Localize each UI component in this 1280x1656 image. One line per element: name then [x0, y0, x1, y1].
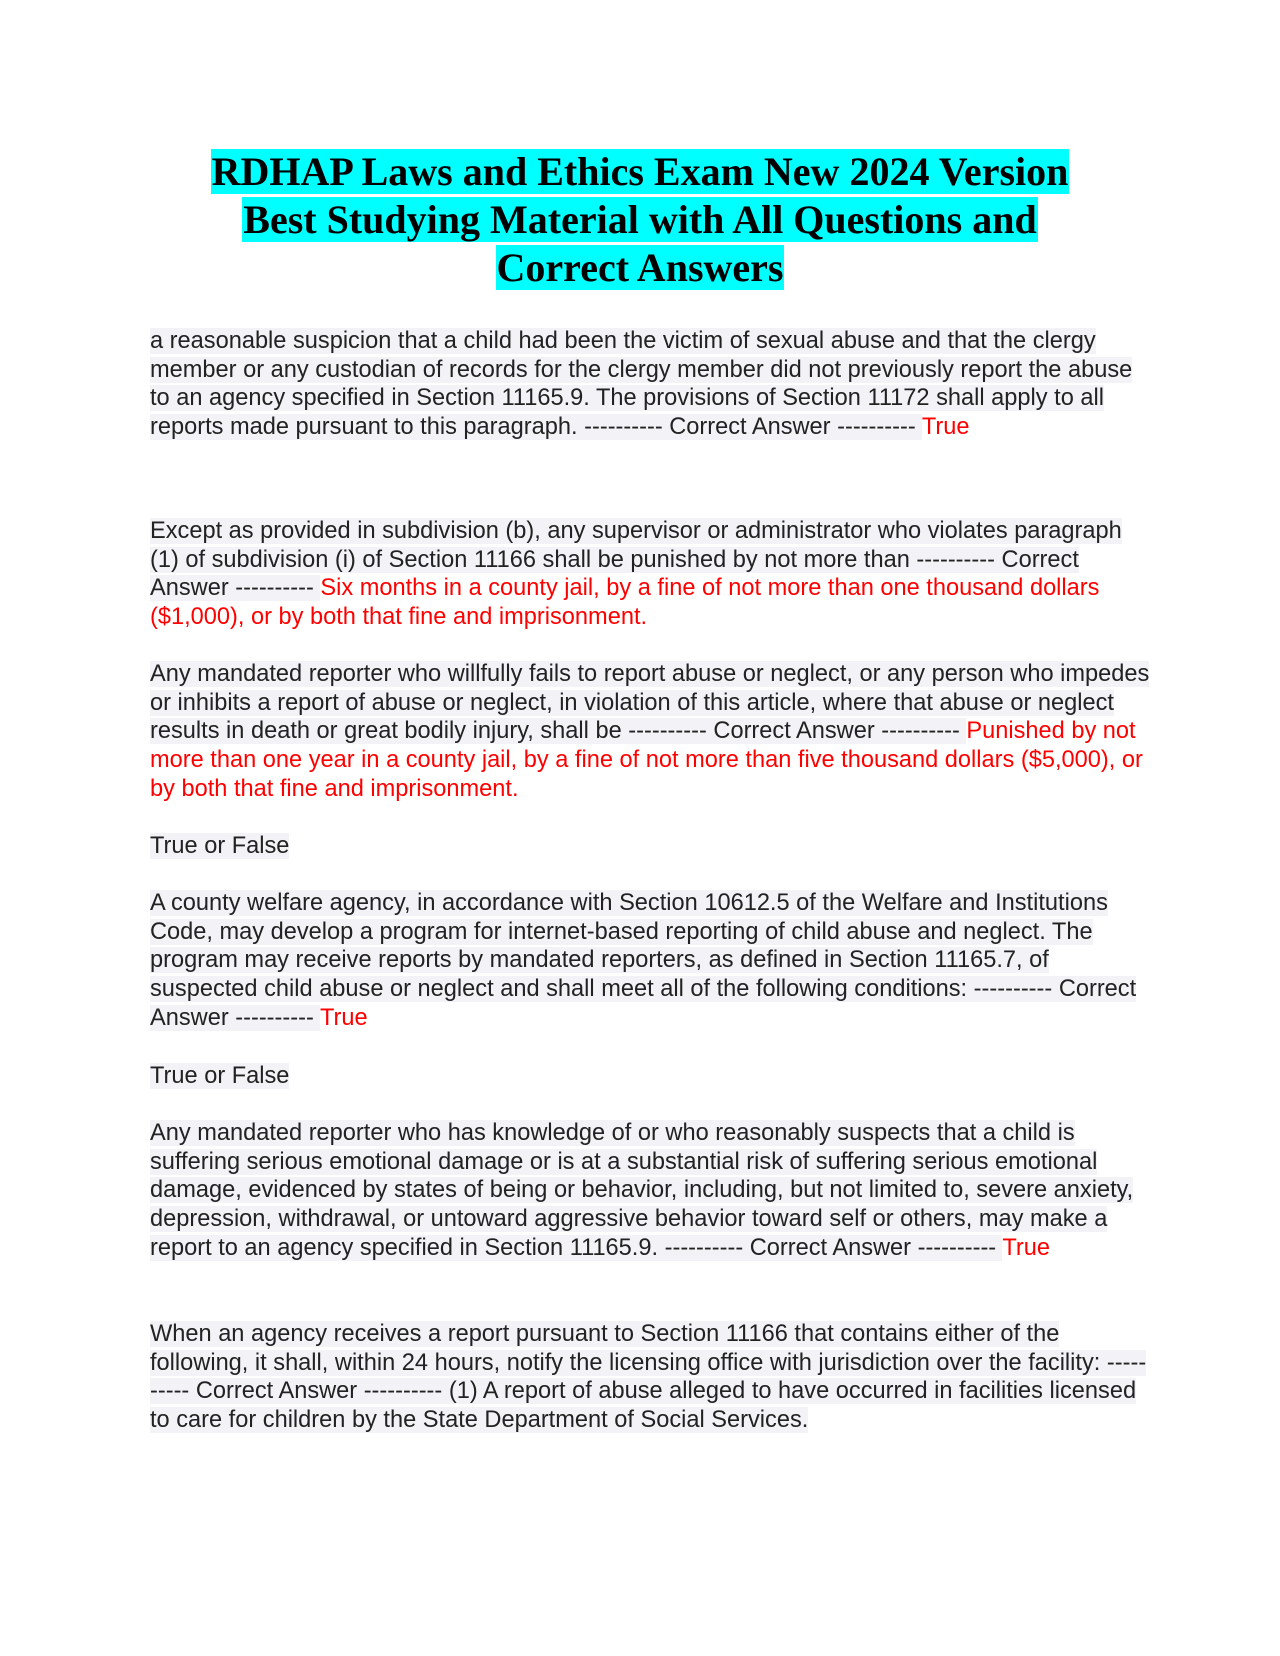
- separator: ----------: [235, 1004, 314, 1031]
- section-heading: [150, 1062, 1150, 1091]
- separator: ----------: [363, 1378, 443, 1405]
- answer-text: Punished by not more than one year in a county jail, by a fine of not more than five thousand dollars ($5,000), or by both that fine and imprisonment.: [150, 718, 1143, 802]
- correct-answer-label: Correct Answer: [669, 414, 831, 441]
- answer-text: True: [319, 1004, 368, 1031]
- question-text: Except as provided in subdivision (b), any supervisor or administrator who violates paragraph (1) of subdivision (i) of Section 11166 shall be punished by not more than: [150, 518, 1122, 573]
- question-text: Any mandated reporter who willfully fails to report abuse or neglect, or any person who impedes or inhibits a report of abuse or neglect, in violation of this article, where that abuse or neglect results in death or great bodily injury, shall be: [150, 661, 1150, 745]
- title-line-2: Best Studying Material with All Questions and: [243, 197, 1037, 242]
- correct-answer-label: Correct Answer: [150, 546, 1079, 602]
- qa-item-2: [150, 517, 1150, 632]
- answer-text-plain: (1) A report of abuse alleged to have occurred in facilities licensed to care for children by the State Department of Social Services.: [150, 1378, 1137, 1434]
- question-text: a reasonable suspicion that a child had been the victim of sexual abuse and that the clergy member or any custodian of records for the clergy member did not previously report the abuse to an agency specified in Section 11165.9. The provisions of Section 11172 shall apply to all reports made pursuant to this paragraph.: [150, 328, 1133, 441]
- answer-text: Six months in a county jail, by a fine of not more than one thousand dollars ($1,000), or by both that fine and imprisonment.: [150, 575, 1100, 631]
- section-heading: [150, 832, 1150, 861]
- correct-answer-label: Correct Answer: [713, 718, 875, 745]
- correct-answer-label: Correct Answer: [150, 976, 1137, 1031]
- separator: ----------: [881, 718, 960, 745]
- separator: ----------: [917, 1234, 997, 1261]
- separator: ----------: [664, 1234, 744, 1261]
- qa-item-3: [150, 660, 1150, 804]
- separator: ----------: [235, 575, 314, 602]
- document-title: [150, 148, 1130, 292]
- qa-item-1: [150, 327, 1150, 442]
- answer-text: True: [1002, 1234, 1050, 1261]
- question-text: When an agency receives a report pursuant to Section 11166 that contains either of the following, it shall, within 24 hours, notify the licensing office with jurisdiction over the facility:: [150, 1321, 1101, 1376]
- question-text: Any mandated reporter who has knowledge of or who reasonably suspects that a child is suffering serious emotional damage or is at a substantial risk of suffering serious emotional damage, evidenced by states of being or behavior, including, but not limited to, severe anxiety, depression, withdrawal, or untoward aggressive behavior toward self or others, may make a report to an agency specified in Section 11165.9.: [150, 1120, 1134, 1261]
- separator: ----------: [584, 414, 663, 441]
- qa-item-6: [150, 1320, 1150, 1435]
- separator: ----------: [628, 718, 707, 745]
- title-line-1: RDHAP Laws and Ethics Exam New 2024 Version: [211, 149, 1069, 194]
- correct-answer-label: Correct Answer: [749, 1234, 912, 1261]
- separator: ----------: [973, 976, 1053, 1003]
- correct-answer-label: Correct Answer: [195, 1378, 358, 1405]
- separator: ----------: [916, 546, 995, 573]
- heading-text: True or False: [150, 1063, 290, 1089]
- question-text: A county welfare agency, in accordance with Section 10612.5 of the Welfare and Institutions Code, may develop a program for internet-based reporting of child abuse and neglect. The program may receive reports by mandated reporters, as defined in Section 11165.7, of suspected child abuse or neglect and shall meet all of the following conditions:: [150, 890, 1108, 1003]
- title-line-3: Correct Answers: [496, 245, 784, 290]
- answer-text: True: [921, 414, 970, 441]
- qa-item-4: [150, 889, 1150, 1033]
- separator: ----------: [150, 1349, 1147, 1405]
- heading-text: True or False: [150, 833, 290, 859]
- qa-item-5: [150, 1119, 1150, 1263]
- separator: ----------: [837, 414, 916, 441]
